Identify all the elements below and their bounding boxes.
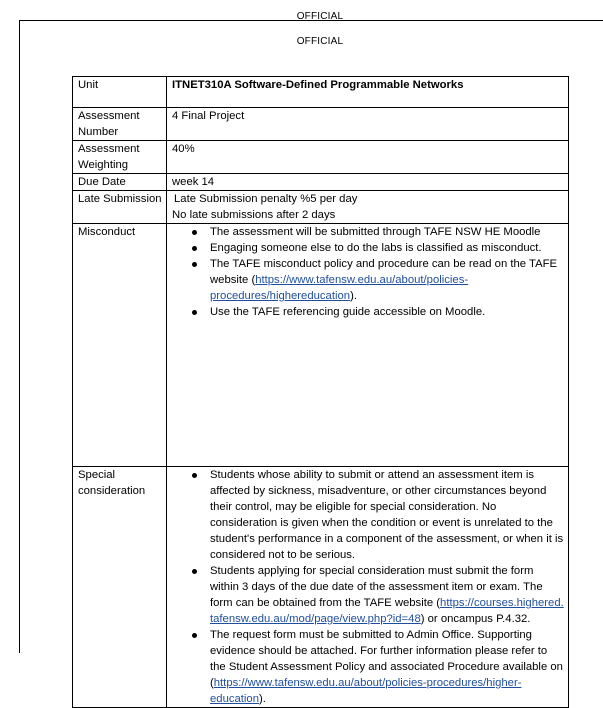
- list-item: Use the TAFE referencing guide accessible on Moodle.: [210, 304, 564, 320]
- special-consideration-list: [172, 467, 564, 707]
- late-submission-label: Late Submission: [73, 191, 167, 224]
- assessment-table: [72, 76, 569, 708]
- due-date-value: week 14: [167, 174, 569, 191]
- late-penalty-line: Late Submission penalty %5 per day: [174, 193, 358, 205]
- special-policy-text: The request form must be submitted to Admin Office. Supporting evidence should be attached. For further information please refer to the Student Assessment Policy and associated Procedure available on (: [210, 629, 563, 689]
- assessment-number-value: 4 Final Project: [167, 108, 569, 141]
- row-unit: [73, 77, 569, 108]
- assessment-number-label: Assessment Number: [73, 108, 167, 141]
- list-item: Students whose ability to submit or attend an assessment item is affected by sickness, misadventure, or other circumstances beyond their control, may be eligible for special consideration. No consideration is given when the condition or event is unrelated to the student's performance in a component of the assessment, or when it is considered not to be serious.: [210, 469, 564, 561]
- special-form-link[interactable]: https://courses.highered.tafensw.edu.au/mod/page/view.php?id=48: [210, 597, 564, 625]
- assessment-weighting-value: 40%: [167, 141, 569, 174]
- row-assessment-weighting: [73, 141, 569, 174]
- special-form-close: ) or oncampus P.4.32.: [420, 613, 531, 625]
- page-border-left: [19, 20, 20, 653]
- row-late-submission: [73, 191, 569, 224]
- misconduct-policy-text: The TAFE misconduct policy and procedure can be read on the TAFE website (: [210, 258, 558, 286]
- header-classification-top: OFFICIAL: [296, 11, 344, 22]
- row-assessment-number: [73, 108, 569, 141]
- unit-value: ITNET310A Software-Defined Programmable Networks: [167, 77, 569, 108]
- misconduct-policy-link[interactable]: https://www.tafensw.edu.au/about/policies-procedures/highereducation: [210, 274, 469, 302]
- list-item: [210, 627, 564, 707]
- header-classification: OFFICIAL: [296, 36, 344, 47]
- misconduct-list: [172, 224, 564, 320]
- misconduct-policy-close: ).: [350, 290, 357, 302]
- list-item: [210, 256, 564, 304]
- list-item: Engaging someone else to do the labs is classified as misconduct.: [210, 240, 564, 256]
- misconduct-label: Misconduct: [73, 224, 167, 467]
- row-special-consideration: [73, 467, 569, 708]
- special-policy-link[interactable]: https://www.tafensw.edu.au/about/policies-procedures/higher-education: [210, 677, 522, 705]
- row-due-date: [73, 174, 569, 191]
- due-date-label: Due Date: [73, 174, 167, 191]
- late-cutoff-line: No late submissions after 2 days: [172, 209, 336, 221]
- unit-label: Unit: [73, 77, 167, 108]
- list-item: [210, 563, 564, 627]
- assessment-weighting-label: Assessment Weighting: [73, 141, 167, 174]
- special-policy-close: ).: [259, 693, 266, 705]
- late-submission-value: [167, 191, 569, 224]
- misconduct-value: [167, 224, 569, 467]
- row-misconduct: [73, 224, 569, 467]
- special-consideration-value: [167, 467, 569, 708]
- list-item: The assessment will be submitted through TAFE NSW HE Moodle: [210, 224, 564, 240]
- special-form-text: Students applying for special consideration must submit the form within 3 days of the due date of the assessment item or exam. The form can be obtained from the TAFE website (: [210, 565, 543, 609]
- special-consideration-label: Special consideration: [73, 467, 167, 708]
